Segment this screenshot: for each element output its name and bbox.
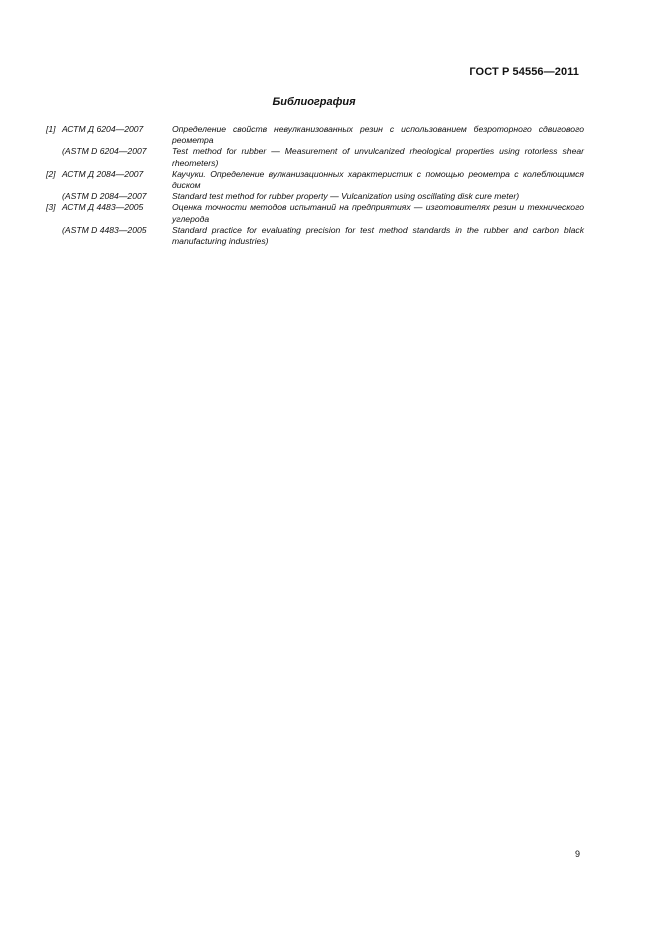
bibliography-entry [46, 146, 584, 168]
reference-standard: АСТМ Д 4483—2005 [62, 202, 144, 213]
reference-standard: АСТМ Д 6204—2007 [62, 124, 144, 134]
reference-title: Оценка точности методов испытаний на предприятиях — изготовителях резин и технического углерода [172, 202, 584, 224]
reference-title: Определение свойств невулканизованных резин с использованием безроторного сдвигового реометра [172, 124, 584, 146]
document-code: ГОСТ Р 54556—2011 [469, 66, 579, 78]
bibliography-entry [46, 202, 584, 224]
reference-title: Test method for rubber — Measurement of unvulcanized rheological properties using rotorless shear rheometers) [172, 146, 584, 168]
bibliography-entry [46, 191, 584, 202]
bibliography-entry [46, 169, 584, 191]
reference-standard: (ASTM D 2084—2007 [62, 191, 147, 202]
reference-title: Standard practice for evaluating precision for test method standards in the rubber and carbon black manufacturing industries) [172, 224, 584, 247]
reference-number: [1] [46, 124, 56, 134]
bibliography-title: Библиография [272, 96, 356, 108]
reference-title: Standard test method for rubber property — Vulcanization using oscillating disk cure meter) [172, 191, 520, 202]
bibliography-entry [46, 225, 584, 247]
reference-number: [2] [46, 168, 56, 179]
page-number: 9 [574, 849, 580, 859]
reference-standard: (ASTM D 6204—2007 [62, 146, 147, 157]
bibliography-entry [46, 124, 584, 146]
reference-standard: АСТМ Д 2084—2007 [62, 168, 144, 179]
reference-title: Каучуки. Определение вулканизационных характеристик с помощью реометра с колеблющимся диском [172, 168, 584, 191]
reference-number: [3] [46, 202, 56, 213]
bibliography-list [46, 124, 584, 247]
reference-standard: (ASTM D 4483—2005 [62, 224, 147, 235]
